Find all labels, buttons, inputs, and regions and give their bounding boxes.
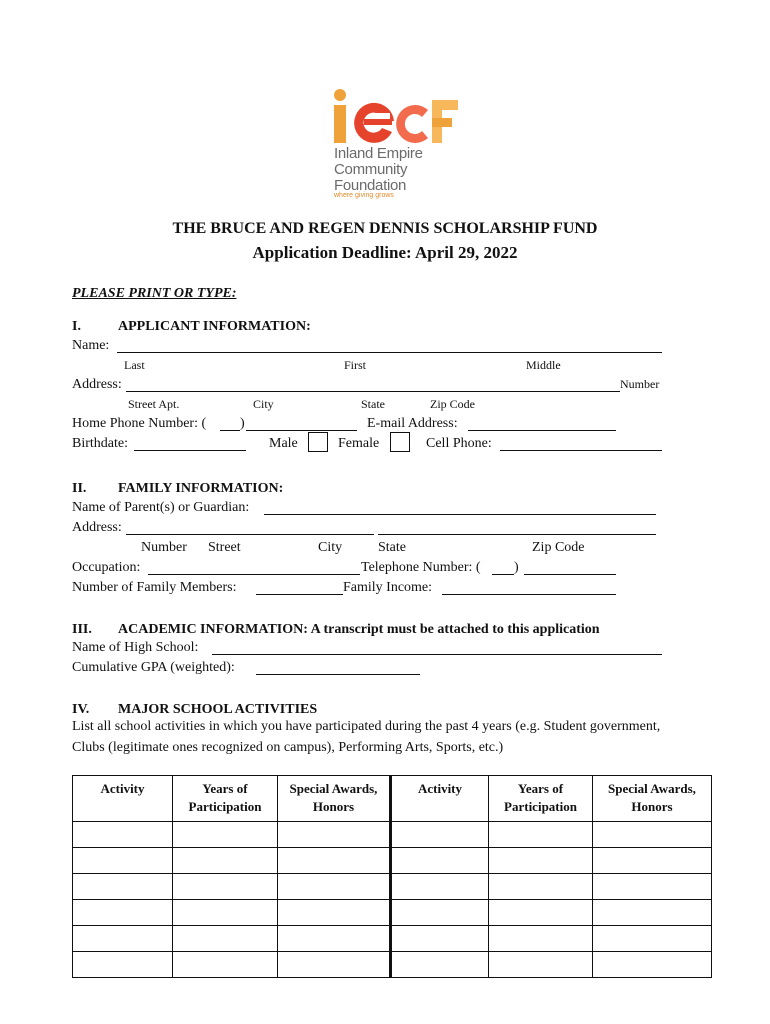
- table-cell[interactable]: [489, 952, 593, 978]
- table-cell[interactable]: [173, 822, 278, 848]
- section2-number: II.: [72, 481, 87, 496]
- section1-number: I.: [72, 319, 81, 334]
- address-field-line[interactable]: [126, 391, 620, 392]
- name-field-line[interactable]: [117, 352, 662, 353]
- table-cell[interactable]: [73, 926, 173, 952]
- header-awards-1: Special Awards, Honors: [278, 776, 391, 822]
- gpa-field-line[interactable]: [256, 674, 420, 675]
- section3-number: III.: [72, 622, 92, 637]
- print-instruction: PLEASE PRINT OR TYPE:: [72, 286, 237, 301]
- name-sub-first: First: [344, 358, 367, 372]
- iecf-logo: [330, 88, 470, 204]
- name-label: Name:: [72, 338, 110, 353]
- address-sub-state: State: [361, 397, 385, 411]
- occupation-label: Occupation:: [72, 560, 141, 575]
- table-cell[interactable]: [593, 926, 712, 952]
- table-cell[interactable]: [73, 952, 173, 978]
- table-cell[interactable]: [278, 848, 391, 874]
- family-income-field-line[interactable]: [442, 594, 616, 595]
- iecf-wordmark-logo: [330, 88, 460, 146]
- activities-table-header-row: [73, 776, 712, 822]
- address-sub-street-apt: Street Apt.: [128, 397, 180, 411]
- table-cell[interactable]: [173, 900, 278, 926]
- table-cell[interactable]: [391, 926, 489, 952]
- address-number-label: Number: [620, 377, 660, 391]
- family-members-field-line[interactable]: [256, 594, 343, 595]
- table-cell[interactable]: [489, 874, 593, 900]
- occupation-field-line[interactable]: [148, 574, 360, 575]
- family-address-sub-state: State: [378, 540, 406, 555]
- male-checkbox[interactable]: [308, 432, 328, 452]
- table-cell[interactable]: [278, 822, 391, 848]
- table-cell[interactable]: [278, 926, 391, 952]
- section4-heading: MAJOR SCHOOL ACTIVITIES: [118, 702, 318, 717]
- table-cell[interactable]: [593, 874, 712, 900]
- table-row: [73, 822, 712, 848]
- header-years-1: Years of Participation: [173, 776, 278, 822]
- header-activity-2: Activity: [391, 776, 489, 822]
- logo-line-foundation: Foundation: [334, 177, 407, 194]
- table-cell[interactable]: [173, 848, 278, 874]
- home-phone-field-line[interactable]: [246, 430, 357, 431]
- table-cell[interactable]: [173, 874, 278, 900]
- activities-table-body: [73, 822, 712, 978]
- table-cell[interactable]: [593, 848, 712, 874]
- table-cell[interactable]: [278, 952, 391, 978]
- section3-heading: ACADEMIC INFORMATION: A transcript must be attached to this application: [118, 622, 600, 637]
- table-cell[interactable]: [391, 848, 489, 874]
- table-cell[interactable]: [391, 900, 489, 926]
- table-row: [73, 900, 712, 926]
- family-address-sub-street: Street: [208, 540, 241, 555]
- table-row: [73, 874, 712, 900]
- activities-description-line1: List all school activities in which you have participated during the past 4 years (e.g. Student government,: [72, 719, 661, 734]
- gpa-label: Cumulative GPA (weighted):: [72, 660, 235, 675]
- section4-number: IV.: [72, 702, 90, 717]
- home-phone-label: Home Phone Number: (: [72, 416, 207, 431]
- logo-line-community: Community: [334, 161, 408, 178]
- table-cell[interactable]: [73, 822, 173, 848]
- activities-description-line2: Clubs (legitimate ones recognized on campus), Performing Arts, Sports, etc.): [72, 740, 504, 755]
- table-cell[interactable]: [278, 874, 391, 900]
- application-deadline: Application Deadline: April 29, 2022: [252, 243, 518, 262]
- family-address-label: Address:: [72, 520, 122, 535]
- cell-phone-label: Cell Phone:: [426, 436, 492, 451]
- high-school-label: Name of High School:: [72, 640, 199, 655]
- family-address-sub-zip: Zip Code: [532, 540, 585, 555]
- table-row: [73, 952, 712, 978]
- home-phone-paren: ): [240, 416, 245, 431]
- table-cell[interactable]: [173, 926, 278, 952]
- family-address-sub-number: Number: [141, 540, 187, 555]
- table-cell[interactable]: [391, 874, 489, 900]
- family-address-sub-city: City: [318, 540, 343, 555]
- table-cell[interactable]: [278, 900, 391, 926]
- header-awards-2: Special Awards, Honors: [593, 776, 712, 822]
- table-cell[interactable]: [593, 900, 712, 926]
- email-field-line[interactable]: [468, 430, 616, 431]
- table-row: [73, 926, 712, 952]
- family-members-label: Number of Family Members:: [72, 580, 237, 595]
- male-label: Male: [269, 436, 298, 451]
- table-cell[interactable]: [593, 822, 712, 848]
- table-cell[interactable]: [489, 822, 593, 848]
- table-cell[interactable]: [73, 900, 173, 926]
- document-title: THE BRUCE AND REGEN DENNIS SCHOLARSHIP FUND: [172, 220, 598, 237]
- family-address-field-line-2[interactable]: [378, 534, 656, 535]
- header-years-2: Years of Participation: [489, 776, 593, 822]
- table-cell[interactable]: [73, 874, 173, 900]
- table-row: [73, 848, 712, 874]
- name-sub-last: Last: [124, 358, 145, 372]
- parents-label: Name of Parent(s) or Guardian:: [72, 500, 250, 515]
- high-school-field-line[interactable]: [212, 654, 662, 655]
- cell-phone-field-line[interactable]: [500, 450, 662, 451]
- address-label: Address:: [72, 377, 122, 392]
- table-cell[interactable]: [391, 822, 489, 848]
- telephone-area-line[interactable]: [492, 574, 514, 575]
- address-sub-city: City: [253, 397, 274, 411]
- female-label: Female: [338, 436, 380, 451]
- parents-field-line[interactable]: [264, 514, 656, 515]
- header-activity-1: Activity: [73, 776, 173, 822]
- email-label: E-mail Address:: [367, 416, 458, 431]
- family-address-field-line-1[interactable]: [126, 534, 374, 535]
- table-cell[interactable]: [489, 900, 593, 926]
- family-income-label: Family Income:: [343, 580, 433, 595]
- table-cell[interactable]: [391, 952, 489, 978]
- table-cell[interactable]: [489, 926, 593, 952]
- home-phone-area-line[interactable]: [220, 430, 240, 431]
- logo-tagline: where giving grows: [334, 192, 394, 199]
- name-sub-middle: Middle: [526, 358, 561, 372]
- female-checkbox[interactable]: [390, 432, 410, 452]
- telephone-paren: ): [514, 560, 519, 575]
- birthdate-field-line[interactable]: [134, 450, 246, 451]
- telephone-label: Telephone Number: (: [361, 560, 481, 575]
- table-cell[interactable]: [73, 848, 173, 874]
- table-cell[interactable]: [173, 952, 278, 978]
- table-cell[interactable]: [489, 848, 593, 874]
- section2-heading: FAMILY INFORMATION:: [118, 481, 284, 496]
- telephone-field-line[interactable]: [524, 574, 616, 575]
- logo-line-inland-empire: Inland Empire: [334, 145, 423, 162]
- address-sub-zip: Zip Code: [430, 397, 475, 411]
- birthdate-label: Birthdate:: [72, 436, 128, 451]
- section1-heading: APPLICANT INFORMATION:: [118, 319, 311, 334]
- activities-table: [72, 775, 712, 978]
- table-cell[interactable]: [593, 952, 712, 978]
